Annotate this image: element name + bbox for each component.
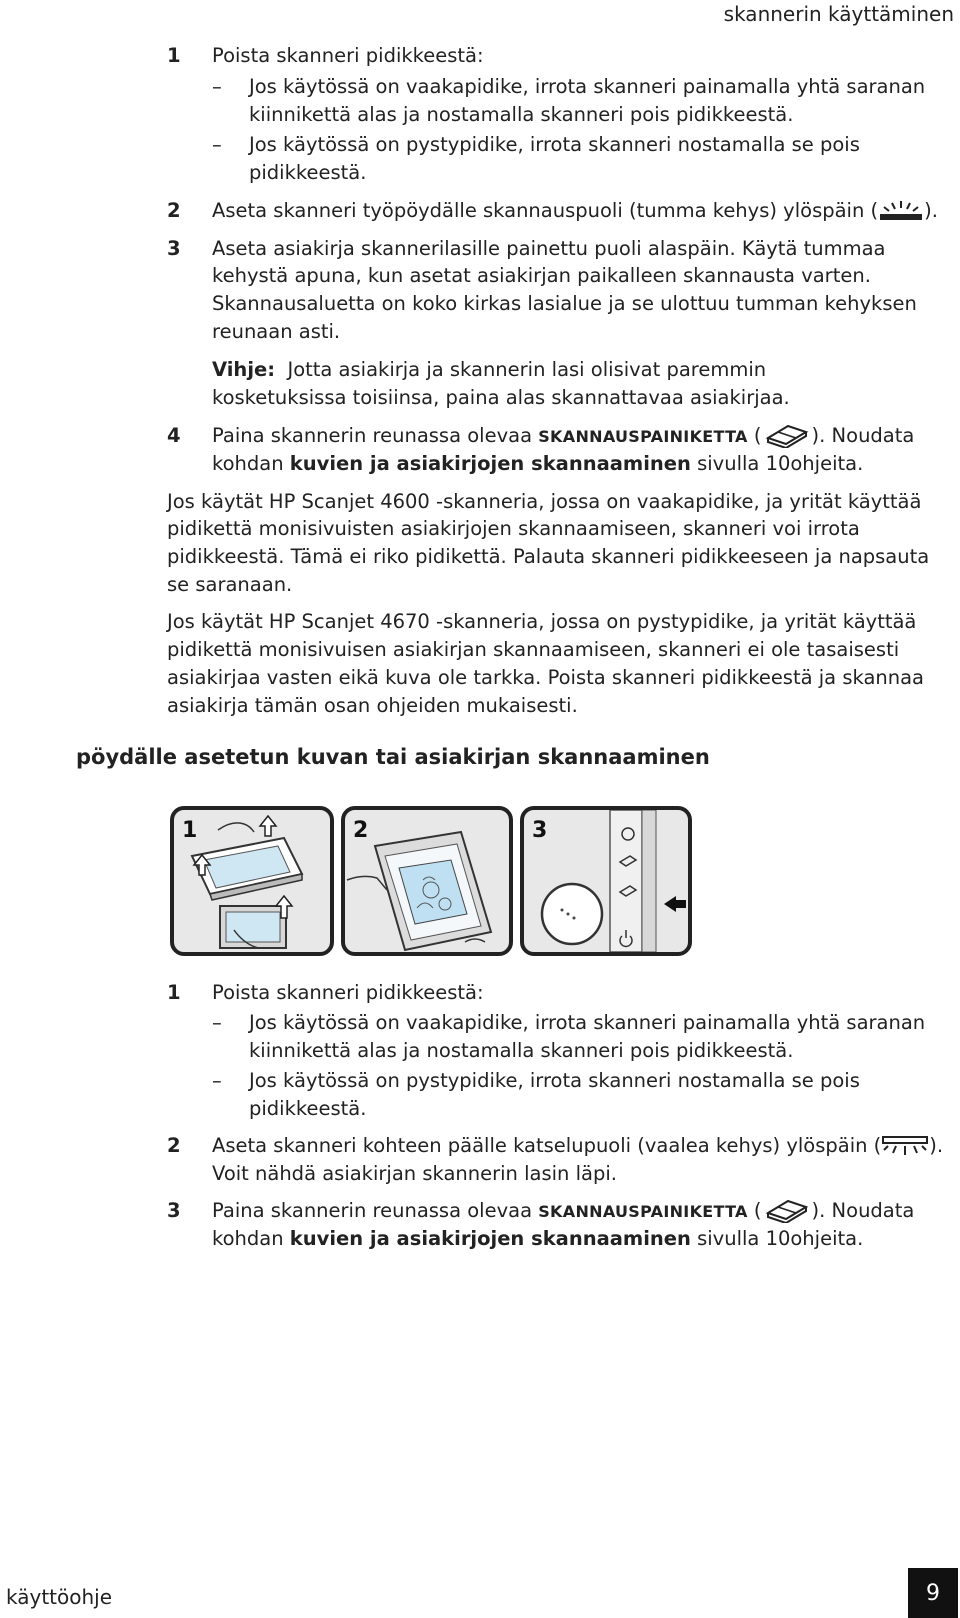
list2-b1-line1: Jos käytössä on vaakapidike, irrota skanneri painamalla yhtä saranan <box>249 1011 926 1034</box>
figure-1-illustration <box>174 810 330 952</box>
figure-2-illustration <box>345 810 509 952</box>
running-header: skannerin käyttäminen <box>723 2 954 26</box>
list2-item3-pre: Paina skannerin reunassa olevaa <box>212 1199 539 1222</box>
list1-b1-dash: – <box>212 75 222 98</box>
list1-num-1: 1 <box>167 44 181 67</box>
list1-b1-line2: kiinnikettä alas ja nostamalla skanneri pois pidikkeestä. <box>249 103 794 126</box>
scan-button-label: SKANNAUSPAINIKETTA <box>538 427 748 446</box>
list1-item3-line4: reunaan asti. <box>212 320 341 343</box>
list2-b2-dash: – <box>212 1069 222 1092</box>
footer-title: käyttöohje <box>6 1585 113 1609</box>
list1-item4-link: kuvien ja asiakirjojen skannaaminen <box>289 452 691 475</box>
figure-1-label: 1 <box>182 818 198 843</box>
list2-num-2: 2 <box>167 1134 181 1157</box>
list1-b1-line1: Jos käytössä on vaakapidike, irrota skanneri painamalla yhtä saranan <box>249 75 926 98</box>
list2-b1-dash: – <box>212 1011 222 1034</box>
para1-line1: Jos käytät HP Scanjet 4600 -skanneria, jossa on vaakapidike, ja yrität käyttää <box>167 490 922 513</box>
list2-item3-post: ). Noudata <box>811 1199 915 1222</box>
list1-b2-line1: Jos käytössä on pystypidike, irrota skanneri nostamalla se pois <box>249 133 860 156</box>
list1-item2-after: ). <box>924 199 938 222</box>
list2-item3-l2-post: sivulla 10ohjeita. <box>690 1227 864 1250</box>
para2-line4: asiakirja tämän osan ohjeiden mukaisesti. <box>167 694 578 717</box>
list1-item3-line3: Skannausaluetta on koko kirkas lasialue ja se ulottuu tumman kehyksen <box>212 292 917 315</box>
para1-line4: se saranaan. <box>167 573 293 596</box>
tip-text1: Jotta asiakirja ja skannerin lasi olisivat paremmin <box>287 358 767 381</box>
list2-item1-text: Poista skanneri pidikkeestä: <box>212 981 484 1004</box>
list1-item4-line2 <box>212 450 863 478</box>
para2-line1: Jos käytät HP Scanjet 4670 -skanneria, jossa on pystypidike, ja yrität käyttää <box>167 610 917 633</box>
list1-item4-l2-post: sivulla 10ohjeita. <box>690 452 864 475</box>
para2-line3: asiakirjaa vasten eikä kuva ole tarkka. Poista skanneri pidikkeestä ja skannaa <box>167 666 925 689</box>
list1-item4-l2-pre: kohdan <box>212 452 290 475</box>
list1-item2-before: Aseta skanneri työpöydälle skannauspuoli (tumma kehys) ylöspäin ( <box>212 199 879 222</box>
figure-3-illustration <box>524 810 688 952</box>
list1-item3-line1: Aseta asiakirja skannerilasille painettu puoli alaspäin. Käytä tummaa <box>212 237 886 260</box>
list2-num-3: 3 <box>167 1199 181 1222</box>
list1-item4-pre: Paina skannerin reunassa olevaa <box>212 424 539 447</box>
para1-line3: pidikkeestä. Tämä ei riko pidikettä. Palauta skanneri pidikkeeseen ja napsauta <box>167 545 930 568</box>
list1-b2-dash: – <box>212 133 222 156</box>
list2-item3-mid: ( <box>747 1199 762 1222</box>
list1-item3-line2: kehystä apuna, kun asetat asiakirjan paikalleen skannausta varten. <box>212 264 871 287</box>
para1-line2: pidikettä monisivuisten asiakirjojen skannaamiseen, skanneri voi irrota <box>167 517 860 540</box>
list2-item2-line2: Voit nähdä asiakirjan skannerin lasin läpi. <box>212 1162 617 1185</box>
page-number: 9 <box>908 1568 958 1618</box>
tip-line1 <box>212 356 766 384</box>
tip-line2: kosketuksissa toisiinsa, paina alas skannattavaa asiakirjaa. <box>212 386 790 409</box>
list2-b1-line2: kiinnikettä alas ja nostamalla skanneri pois pidikkeestä. <box>249 1039 794 1062</box>
list1-item2 <box>212 197 938 231</box>
list1-item1-text: Poista skanneri pidikkeestä: <box>212 44 484 67</box>
dark-frame-scan-icon <box>878 199 924 231</box>
list2-item3-link: kuvien ja asiakirjojen skannaaminen <box>289 1227 691 1250</box>
light-frame-view-icon <box>881 1134 929 1166</box>
list2-item2-before: Aseta skanneri kohteen päälle katselupuoli (vaalea kehys) ylöspäin ( <box>212 1134 882 1157</box>
list2-b2-line1: Jos käytössä on pystypidike, irrota skanneri nostamalla se pois <box>249 1069 860 1092</box>
list1-b2-line2: pidikkeestä. <box>249 161 367 184</box>
list1-item4-mid: ( <box>747 424 762 447</box>
list2-item3-line2 <box>212 1225 863 1253</box>
figure-2-label: 2 <box>353 818 369 843</box>
list1-num-3: 3 <box>167 237 181 260</box>
list2-b2-line2: pidikkeestä. <box>249 1097 367 1120</box>
figure-1 <box>170 806 334 956</box>
list2-item2-after: ). <box>929 1134 944 1157</box>
figure-2 <box>341 806 513 956</box>
figure-3-label: 3 <box>532 818 548 843</box>
list2-item3-l2-pre: kohdan <box>212 1227 290 1250</box>
tip-label: Vihje: <box>212 358 276 381</box>
section-heading: pöydälle asetetun kuvan tai asiakirjan skannaaminen <box>76 745 710 769</box>
list1-num-2: 2 <box>167 199 181 222</box>
scan-button-label-2: SKANNAUSPAINIKETTA <box>538 1202 748 1221</box>
para2-line2: pidikettä monisivuisen asiakirjan skannaamiseen, skanneri ei ole tasaisesti <box>167 638 900 661</box>
list1-item4-post: ). Noudata <box>811 424 915 447</box>
list2-num-1: 1 <box>167 981 181 1004</box>
figure-3 <box>520 806 692 956</box>
list1-num-4: 4 <box>167 424 181 447</box>
